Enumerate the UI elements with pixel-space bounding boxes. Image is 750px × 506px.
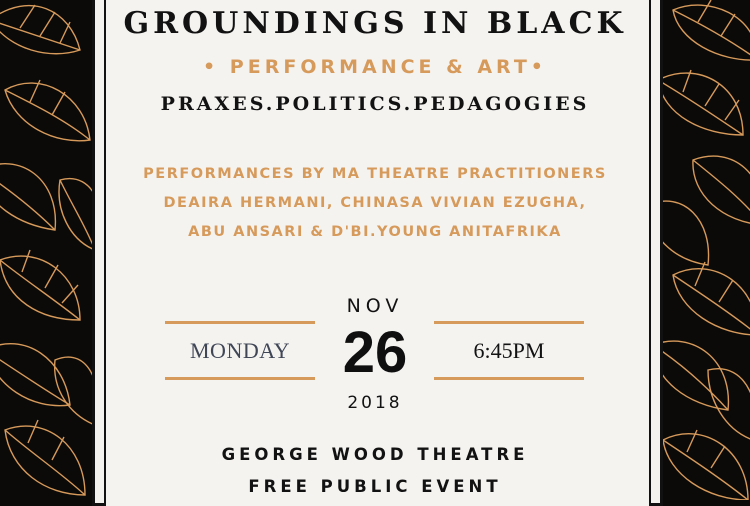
- event-day: 26: [342, 320, 408, 385]
- performers-block: [0, 160, 750, 247]
- poster-subtitle: • PERFORMANCE & ART•: [203, 56, 547, 78]
- performers-line: ABU ANSARI & D'BI.YOUNG ANITAFRIKA: [188, 224, 562, 240]
- event-type: FREE PUBLIC EVENT: [248, 477, 502, 496]
- poster-tagline: PRAXES.POLITICS.PEDAGOGIES: [160, 93, 590, 115]
- event-month: NOV: [346, 295, 404, 317]
- event-weekday: MONDAY: [190, 338, 290, 363]
- performers-line: PERFORMANCES BY MA THEATRE PRACTITIONERS: [143, 166, 607, 182]
- event-time: 6:45PM: [473, 338, 545, 363]
- event-year: 2018: [347, 393, 403, 413]
- poster-title: GROUNDINGS IN BLACK: [123, 6, 627, 41]
- event-venue: GEORGE WOOD THEATRE: [221, 445, 529, 464]
- performers-line: DEAIRA HERMANI, CHINASA VIVIAN EZUGHA,: [163, 195, 587, 211]
